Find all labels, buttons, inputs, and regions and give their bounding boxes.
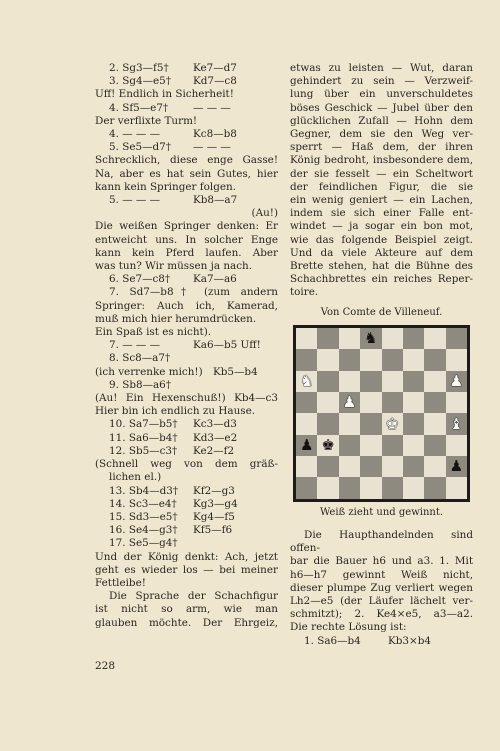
text-line: 7. Sd7—b8† (zum andern [109,286,278,299]
board-square [382,392,403,413]
board-square [446,477,467,498]
text-line: (Au! Ein Hexenschuß!) Kb4—c3 [95,392,278,405]
black-move: — — — [193,101,231,114]
white-move: 6. Se7—c8† [109,273,171,286]
white-move: 16. Se4—g3† [109,524,178,537]
black-move: Kf2—g3 [193,484,235,497]
text-line: Fettleibe! [95,576,146,589]
text-line: Die weißen Springer denken: Er [95,220,278,233]
text-line [95,511,278,524]
board-square [296,349,317,370]
text-line [95,485,278,498]
text-line: Hier bin ich endlich zu Hause. [95,405,256,418]
text-line: glücklichen Zufall — Hohn dem [290,114,473,127]
board-square [317,371,338,392]
text-line: entweicht uns. In solcher Enge [95,233,278,246]
text-line: Lh2—e5 (der Läufer lächelt ver- [290,595,473,608]
black-move: Kg4—f5 [193,510,235,523]
board-square [403,413,424,434]
diagram-caption-bottom: Weiß zieht und gewinnt. [319,506,444,518]
diagram-caption-top: Von Comte de Villeneuf. [320,306,443,318]
text-line: ein wenig geniert — ein Lachen, [290,194,473,207]
text-line: sperrt — Haß dem, der ihren [290,141,473,154]
text-line: Die rechte Lösung ist: [290,621,407,634]
board-square [296,456,317,477]
board-square [403,456,424,477]
board-square [424,477,445,498]
text-line: h6—h7 gewinnt Weiß nicht, [290,568,473,581]
white-move: 3. Sg4—e5† [109,75,171,88]
text-line: ist nicht so arm, wie man [95,603,278,616]
black-move: Kb8—a7 [193,194,238,207]
board-square [360,413,381,434]
text-line: wie das folgende Beispiel zeigt. [290,233,473,246]
white-king-e4-icon: ♚ [385,414,399,433]
black-king-b3-icon: ♚ [321,435,335,454]
text-line [95,418,278,431]
text-line [95,62,278,75]
text-line: windet — ja sogar ein bon mot, [290,220,473,233]
black-move: Kc8—b8 [193,128,237,141]
text-line: Und da viele Akteure auf dem [290,246,473,259]
white-move: 13. Sb4—d3† [109,484,179,497]
text-line: geht es wieder los — bei meiner [95,563,278,576]
board-square [339,371,360,392]
board-square [403,328,424,349]
board-square [296,392,317,413]
white-move: 1. Sa6—b4 [304,634,361,647]
text-line: Uff! Endlich in Sicherheit! [95,88,234,101]
text-line: indem sie sich einer Falle ent- [290,207,473,220]
board-square [360,435,381,456]
black-move: Ke2—f2 [193,444,235,457]
board-square [317,413,338,434]
solution-text [290,529,473,648]
text-line [290,635,473,648]
board-square [424,413,445,434]
board-square [339,477,360,498]
text-line: Springer: Auch ich, Kamerad, [95,299,278,312]
white-move: 5. — — — [109,194,160,207]
board-square [360,392,381,413]
board-square [403,349,424,370]
text-line: der feindlichen Figur, die sie [290,180,473,193]
white-move: 4. Sf5—e7† [109,101,169,114]
board-square [317,477,338,498]
text-line: 8. Sc8—a7† [109,352,171,365]
white-bishop-h4-icon: ♝ [449,414,464,433]
white-move: 10. Sa7—b5† [109,418,178,431]
text-line: (Au!) [251,207,278,220]
text-line: gehindert zu sein — Verzweif- [290,75,473,88]
white-move: 14. Sc3—e4† [109,497,177,510]
text-line: (Schnell weg von dem gräß- [95,458,278,471]
board-square [382,435,403,456]
text-line: Na, aber es hat sein Gutes, hier [95,167,278,180]
black-move: Kd7—c8 [193,75,237,88]
board-square [382,349,403,370]
text-line: böses Geschick — Jubel über den [290,101,473,114]
black-move: Ka6—b5 Uff! [193,339,261,352]
text-line [95,339,278,352]
text-line: dieser plumpe Zug verliert wegen [290,581,473,594]
white-move: (ich verrenke mich!) [95,365,203,378]
board-square [382,328,403,349]
chess-board [296,328,467,499]
text-line [95,524,278,537]
white-move: 11. Sa6—b4† [109,431,178,444]
black-knight-d8-icon: ♞ [364,329,378,348]
black-move: Kb5—b4 [213,365,258,378]
text-line [95,75,278,88]
text-line [95,273,278,286]
text-line: König bedroht, insbesondere dem, [290,154,473,167]
black-move: Ke7—d7 [193,62,237,74]
text-line [95,432,278,445]
black-move: Kb3×b4 [388,634,431,647]
board-square [424,371,445,392]
black-pawn-a3-icon: ♟ [299,435,314,454]
board-square [403,371,424,392]
board-square [339,328,360,349]
chess-diagram [293,325,470,502]
board-square [446,392,467,413]
text-line: schmitzt); 2. Ke4×e5, a3—a2. [290,608,473,621]
text-line: Brette stehen, hat die Bühne des [290,260,473,273]
black-move: Kf5—f6 [193,524,233,537]
board-square [360,477,381,498]
text-line [95,445,278,458]
text-line [95,366,278,379]
text-line: glauben möchte. Der Ehrgeiz, [95,616,278,629]
black-move: Kc3—d3 [193,418,237,431]
text-line: Und der König denkt: Ach, jetzt [95,550,278,563]
text-line [95,141,278,154]
board-square [446,349,467,370]
white-move: 4. — — — [109,128,160,141]
board-square [424,392,445,413]
left-column [95,62,278,630]
text-line: 17. Se5—g4† [109,537,178,550]
board-square [382,477,403,498]
board-square [382,371,403,392]
board-square [382,456,403,477]
board-square [403,477,424,498]
text-line: der sie fesselt — ein Scheltwort [290,167,473,180]
white-move: 12. Sb5—c3† [109,444,178,457]
black-pawn-h2-icon: ♟ [449,457,464,476]
board-square [317,328,338,349]
board-square [360,349,381,370]
text-line [95,498,278,511]
board-square [339,413,360,434]
black-move: — — — [193,141,231,154]
white-move: 5. Se5—d7† [109,141,171,154]
text-line: etwas zu leisten — Wut, daran [290,62,473,74]
text-line: Schachbrettes ein reiches Reper- [290,273,473,286]
black-move: Ka7—a6 [193,273,237,286]
board-square [296,477,317,498]
text-line: was tun? Wir müssen ja nach. [95,260,253,273]
white-knight-a6-icon: ♞ [299,371,314,390]
text-line: kann kein Springer folgen. [95,180,236,193]
right-column-paragraph [290,62,473,300]
board-square [317,349,338,370]
board-square [424,435,445,456]
text-line: kann kein Pferd laufen. Aber [95,246,278,259]
text-line: lichen el.) [109,471,162,484]
text-line: Schrecklich, diese enge Gasse! [95,154,278,167]
board-square [446,328,467,349]
board-square [403,392,424,413]
black-move: Kd3—e2 [193,431,238,444]
white-pawn-c5-icon: ♟ [342,393,357,412]
text-line: Die Haupthandelnden sind offen- [290,529,473,555]
board-square [424,349,445,370]
board-square [339,456,360,477]
page-number: 228 [95,660,116,672]
text-line: lung über ein unverschuldetes [290,88,473,101]
white-move: 2. Sg3—f5† [109,62,169,74]
white-pawn-h6-icon: ♟ [449,371,464,390]
board-square [317,392,338,413]
text-line [95,102,278,115]
text-line: 9. Sb8—a6† [109,378,171,391]
text-line: Die Sprache der Schachfigur [109,590,278,603]
board-square [360,371,381,392]
text-line [95,128,278,141]
text-line: muß mich hier herumdrücken. [95,312,257,325]
board-square [296,328,317,349]
board-square [446,435,467,456]
text-line: toire. [290,286,319,299]
board-square [424,456,445,477]
board-square [360,456,381,477]
white-move: 15. Sd3—e5† [109,510,178,523]
black-move: Kg3—g4 [193,497,238,510]
board-square [403,435,424,456]
text-line: Ein Spaß ist es nicht). [95,326,212,339]
white-move: 7. — — — [109,339,160,352]
board-square [317,456,338,477]
text-line [95,194,278,207]
board-square [339,349,360,370]
board-square [296,413,317,434]
text-line: Der verflixte Turm! [95,114,198,127]
text-line: Gegner, dem sie den Weg ver- [290,128,473,141]
board-square [424,328,445,349]
board-square [339,435,360,456]
right-column [290,62,473,648]
text-line: bar die Bauer h6 und a3. 1. Mit [290,555,473,568]
